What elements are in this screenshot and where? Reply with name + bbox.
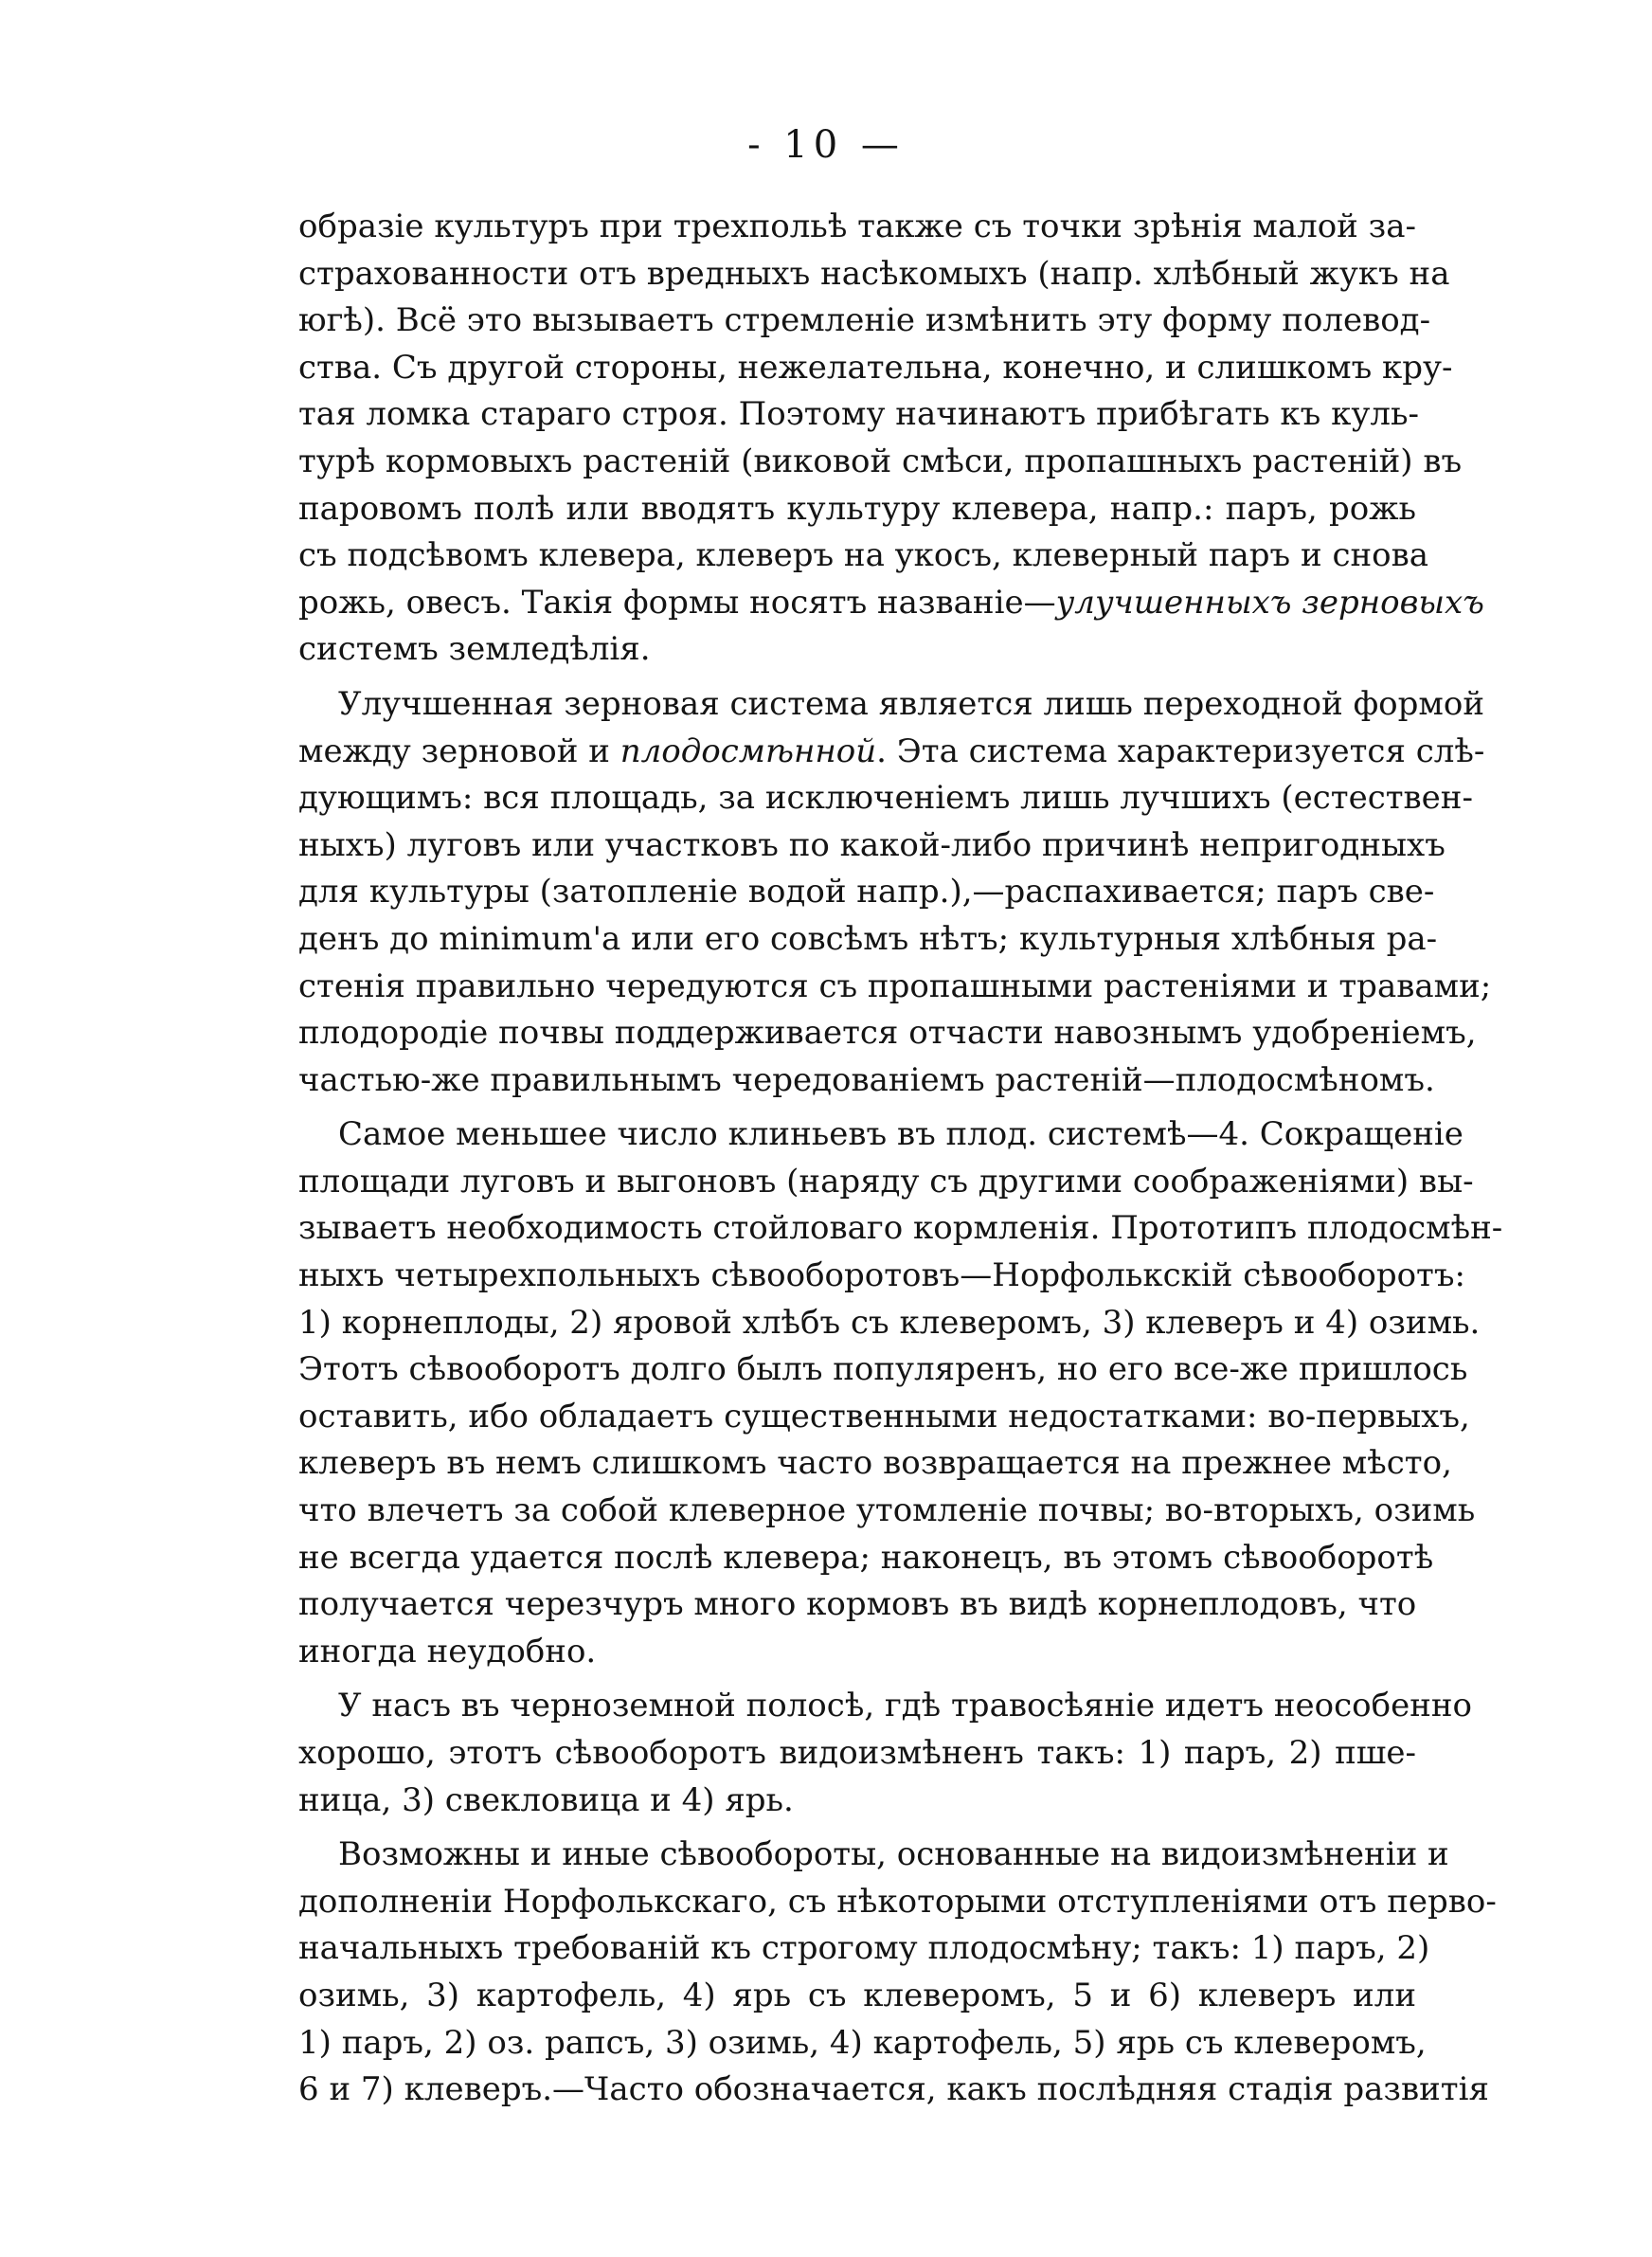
text-line: иногда неудобно. bbox=[298, 1632, 597, 1670]
text-line: хорошо, этотъ сѣвооборотъ видоизмѣненъ такъ: 1) паръ, 2) пше- bbox=[298, 1734, 1416, 1772]
text-line: системъ земледѣлія. bbox=[298, 630, 651, 669]
text-line: площади луговъ и выгоновъ (наряду съ другими соображеніями) вы- bbox=[298, 1162, 1474, 1201]
paragraph-3 bbox=[298, 1111, 1503, 1675]
text-line: 1) паръ, 2) оз. рапсъ, 3) озимь, 4) картофель, 5) ярь съ клеверомъ, bbox=[298, 2023, 1427, 2062]
text-line: дополненіи Норфолькскаго, съ нѣкоторыми отступленіями отъ перво- bbox=[298, 1882, 1497, 1921]
text-line: зываетъ необходимость стойловаго кормленія. Прототипъ плодосмѣн- bbox=[298, 1209, 1503, 1248]
page-number: - 10 — bbox=[747, 123, 905, 167]
text-line: Улучшенная зерновая система является лишь переходной формой bbox=[338, 684, 1484, 723]
text-line: получается черезчуръ много кормовъ въ видѣ корнеплодовъ, что bbox=[298, 1585, 1417, 1624]
text-line: денъ до minimum'a или его совсѣмъ нѣтъ; культурныя хлѣбныя ра- bbox=[298, 919, 1438, 958]
italic-term: плодосмѣнной bbox=[620, 731, 877, 770]
text-line: съ подсѣвомъ клевера, клеверъ на укосъ, клеверный паръ и снова bbox=[298, 536, 1429, 575]
text-line: тая ломка стараго строя. Поэтому начинаютъ прибѣгать къ куль- bbox=[298, 395, 1419, 434]
text-line: клеверъ въ немъ слишкомъ часто возвращается на прежнее мѣсто, bbox=[298, 1444, 1452, 1483]
text-line: ныхъ) луговъ или участковъ по какой-либо причинѣ непригодныхъ bbox=[298, 825, 1446, 864]
paragraph-2 bbox=[298, 681, 1492, 1104]
text-line: плодородіе почвы поддерживается отчасти навознымъ удобреніемъ, bbox=[298, 1014, 1477, 1053]
text-line: ныхъ четырехпольныхъ сѣвооборотовъ—Норфолькскій сѣвооборотъ: bbox=[298, 1256, 1465, 1295]
text-line: оставить, ибо обладаетъ существенными недостатками: во-первыхъ, bbox=[298, 1397, 1470, 1435]
text-line: 6 и 7) клеверъ.—Часто обозначается, какъ послѣдняя стадія развитія bbox=[298, 2070, 1489, 2109]
text-line: Этотъ сѣвооборотъ долго былъ популяренъ, но его все-же пришлось bbox=[298, 1350, 1468, 1389]
paragraph-5 bbox=[298, 1832, 1497, 2114]
text-line: частью-же правильнымъ чередованіемъ растеній—плодосмѣномъ. bbox=[298, 1060, 1435, 1099]
text-line: Самое меньшее число клиньевъ въ плод. системѣ—4. Сокращеніе bbox=[338, 1115, 1463, 1154]
paragraph-4 bbox=[298, 1683, 1473, 1824]
text-line: У насъ въ черноземной полосѣ, гдѣ травосѣяніе идетъ неособенно bbox=[338, 1687, 1473, 1725]
text-line: ница, 3) свекловица и 4) ярь. bbox=[298, 1780, 794, 1819]
text-line: озимь, 3) картофель, 4) ярь съ клеверомъ, 5 и 6) клеверъ или bbox=[298, 1976, 1416, 2014]
text-line: югѣ). Всё это вызываетъ стремленіе измѣнить эту форму полевод- bbox=[298, 301, 1431, 340]
text-line: стенія правильно чередуются съ пропашными растеніями и травами; bbox=[298, 966, 1492, 1005]
text-line bbox=[298, 729, 1485, 776]
text-line: турѣ кормовыхъ растеній (виковой смѣси, пропашныхъ растеній) въ bbox=[298, 442, 1463, 480]
text-run: между зерновой и bbox=[298, 731, 620, 770]
text-line: ства. Съ другой стороны, нежелательна, конечно, и слишкомъ кру- bbox=[298, 348, 1453, 387]
text-run: рожь, овесъ. Такія формы носятъ названіе— bbox=[298, 583, 1056, 622]
paragraph-1 bbox=[298, 204, 1484, 674]
text-line: начальныхъ требованій къ строгому плодосмѣну; такъ: 1) паръ, 2) bbox=[298, 1929, 1430, 1968]
text-line: что влечетъ за собой клеверное утомленіе почвы; во-вторыхъ, озимь bbox=[298, 1491, 1476, 1530]
text-line: дующимъ: вся площадь, за исключеніемъ лишь лучшихъ (естествен- bbox=[298, 779, 1473, 818]
text-line: образіе культуръ при трехпольѣ также съ точки зрѣнія малой за- bbox=[298, 208, 1416, 245]
text-line: паровомъ полѣ или вводятъ культуру клевера, напр.: паръ, рожь bbox=[298, 489, 1416, 528]
text-run: . Эта система характеризуется слѣ- bbox=[876, 731, 1485, 770]
italic-term: улучшенныхъ зерновыхъ bbox=[1055, 583, 1484, 622]
text-line: Возможны и иные сѣвообороты, основанные на видоизмѣненіи и bbox=[338, 1835, 1449, 1874]
body-text bbox=[298, 204, 1503, 2114]
text-line: 1) корнеплоды, 2) яровой хлѣбъ съ клеверомъ, 3) клеверъ и 4) озимь. bbox=[298, 1303, 1481, 1342]
text-line bbox=[298, 580, 1484, 627]
text-line: для культуры (затопленіе водой напр.),—распахивается; паръ све- bbox=[298, 873, 1435, 912]
text-line: не всегда удается послѣ клевера; наконецъ, въ этомъ сѣвооборотѣ bbox=[298, 1538, 1434, 1577]
text-line: страхованности отъ вредныхъ насѣкомыхъ (напр. хлѣбный жукъ на bbox=[298, 254, 1450, 293]
